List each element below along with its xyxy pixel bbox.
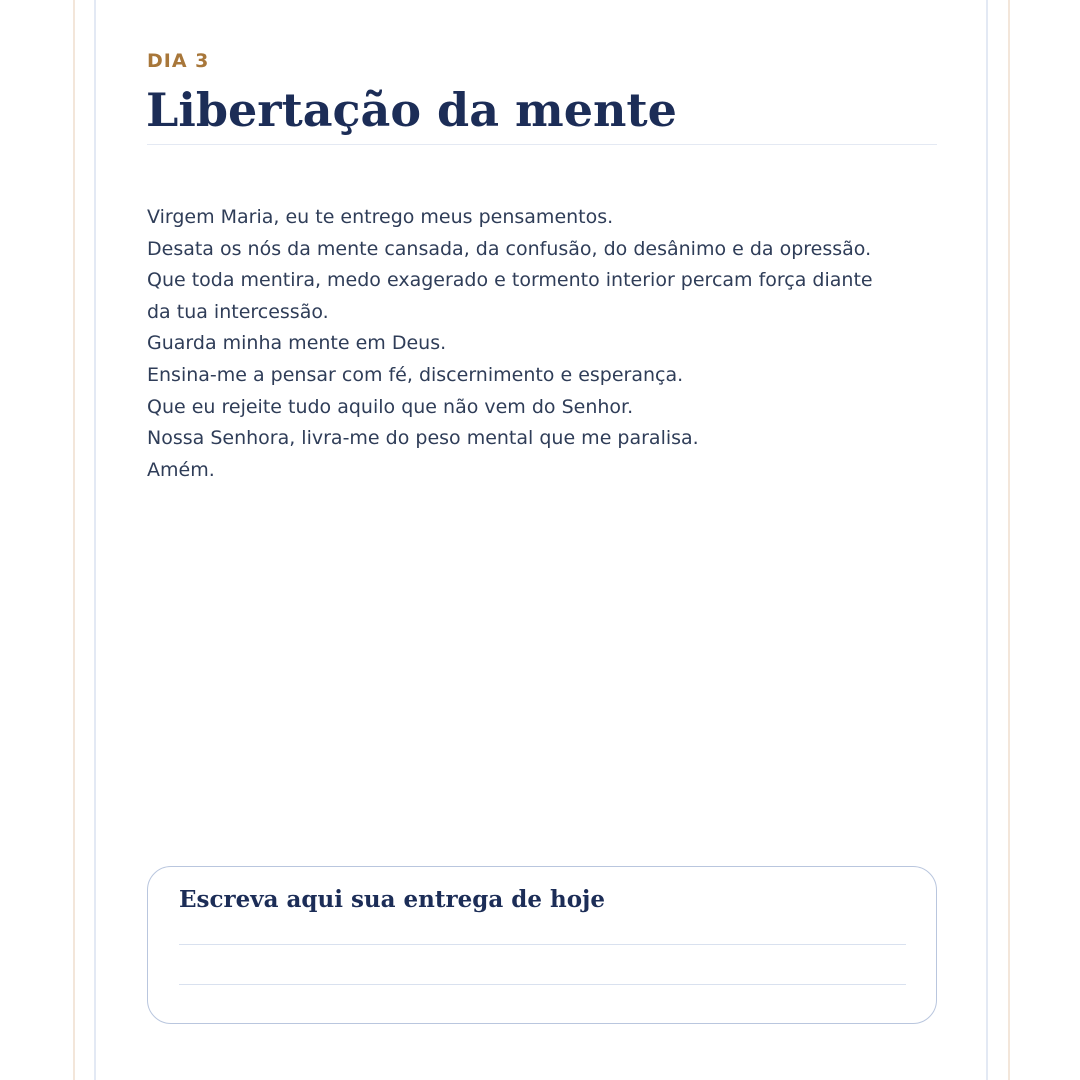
prayer-line: da tua intercessão.	[147, 300, 329, 323]
outer-border-right	[1008, 0, 1010, 1080]
prayer-line: Desata os nós da mente cansada, da confusão, do desânimo e da opressão.	[147, 237, 872, 260]
prayer-text	[147, 202, 947, 486]
prayer-line: Que eu rejeite tudo aquilo que não vem do Senhor.	[147, 395, 634, 418]
title-divider	[147, 144, 937, 145]
prayer-line: Guarda minha mente em Deus.	[147, 332, 447, 355]
day-label: DIA 3	[147, 50, 210, 72]
outer-border-left	[73, 0, 75, 1080]
writing-line	[179, 984, 906, 985]
entry-writing-box[interactable]	[147, 866, 937, 1024]
prayer-line: Virgem Maria, eu te entrego meus pensamentos.	[147, 206, 614, 228]
prayer-line: Amém.	[147, 458, 215, 481]
prayer-line: Que toda mentira, medo exagerado e tormento interior percam força diante	[147, 269, 873, 292]
writing-line	[179, 944, 906, 945]
prayer-line: Nossa Senhora, livra-me do peso mental que me paralisa.	[147, 427, 699, 450]
prayer-line: Ensina-me a pensar com fé, discernimento e esperança.	[147, 363, 684, 386]
page-title: Libertação da mente	[146, 83, 677, 137]
entry-box-title: Escreva aqui sua entrega de hoje	[179, 886, 606, 913]
